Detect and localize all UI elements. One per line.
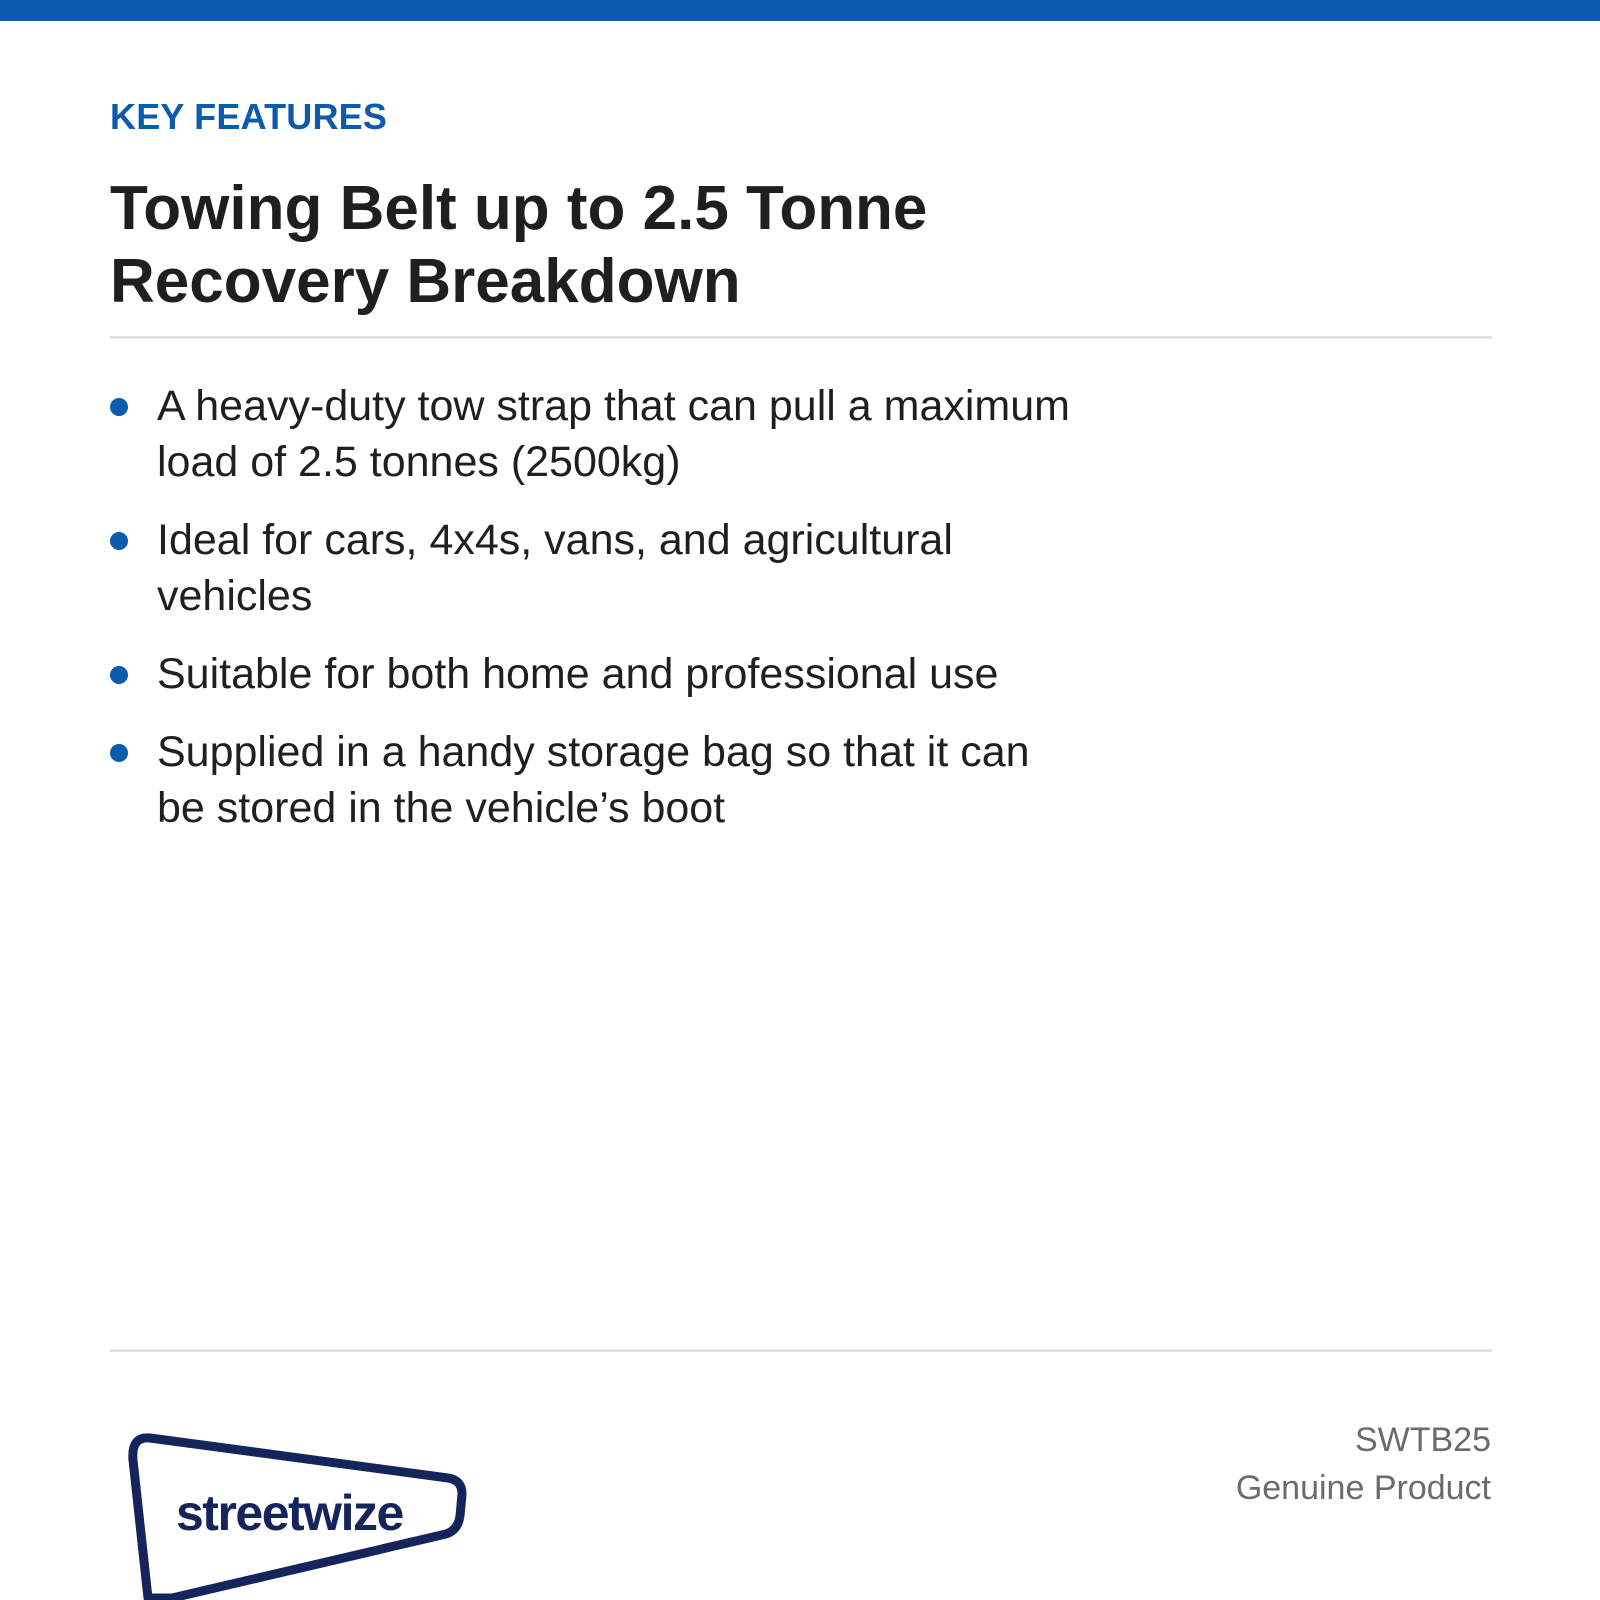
streetwize-logo: [128, 1430, 478, 1600]
feature-text: A heavy-duty tow strap that can pull a maximum load of 2.5 tonnes (2500kg): [157, 382, 1070, 486]
genuine-product-label: Genuine Product: [1235, 1469, 1491, 1507]
feature-item: [110, 378, 1070, 490]
logo-wordmark: streetwize: [176, 1485, 403, 1541]
title-line-1: Towing Belt up to 2.5 Tonne: [110, 174, 928, 243]
feature-item: [110, 512, 1070, 624]
bullet-icon: [110, 398, 128, 416]
bullet-icon: [110, 532, 128, 550]
feature-text: Suitable for both home and professional use: [157, 650, 999, 698]
section-eyebrow: KEY FEATURES: [110, 96, 388, 137]
product-code: SWTB25: [1354, 1421, 1491, 1459]
feature-item: [110, 646, 1070, 702]
feature-text: Supplied in a handy storage bag so that it can be stored in the vehicle’s boot: [157, 728, 1030, 832]
bullet-icon: [110, 744, 128, 762]
feature-list: [110, 378, 1070, 858]
top-accent-bar: [0, 0, 1600, 21]
product-info: [1236, 1416, 1491, 1512]
bottom-divider: [110, 1349, 1492, 1352]
title-line-2: Recovery Breakdown: [110, 247, 741, 316]
top-divider: [110, 336, 1492, 339]
bullet-icon: [110, 666, 128, 684]
page-title: [110, 172, 1210, 318]
feature-text: Ideal for cars, 4x4s, vans, and agricultural vehicles: [157, 516, 953, 620]
feature-item: [110, 724, 1070, 836]
